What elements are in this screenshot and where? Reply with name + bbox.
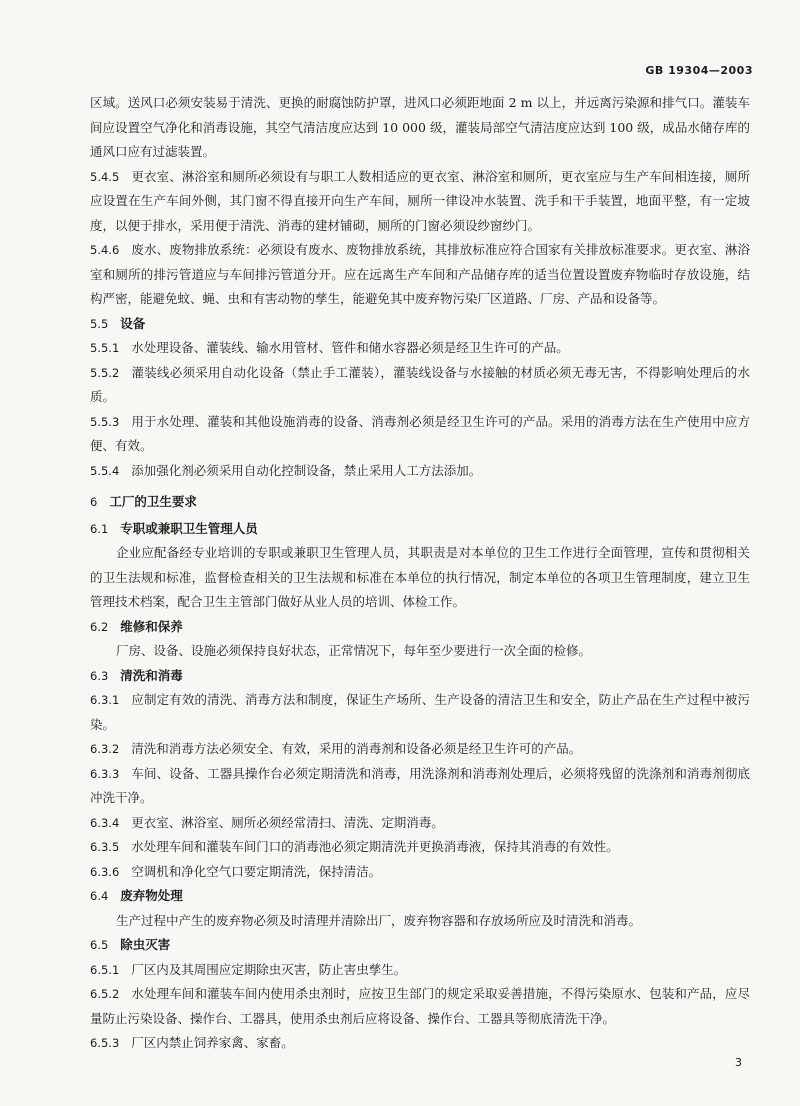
section-heading <box>90 884 750 909</box>
clause <box>90 835 750 860</box>
clause-number: 5.4.5 <box>90 169 120 184</box>
clause-text: 水处理设备、灌装线、输水用管材、管件和储水容器必须是经卫生许可的产品。 <box>131 340 569 355</box>
chapter-heading <box>90 490 750 515</box>
clause-text: 水处理车间和灌装车间内使用杀虫剂时，应按卫生部门的规定采取妥善措施，不得污染原水、包装和产品，应尽量防止污染设备、操作台、工器具，使用杀虫剂后应将设备、操作台、工器具等彻底清洗干净。 <box>90 986 750 1026</box>
heading-number: 6.5 <box>90 938 109 952</box>
clause-text: 用于水处理、灌装和其他设施消毒的设备、消毒剂必须是经卫生许可的产品。采用的消毒方法在生产使用中应方便、有效。 <box>90 413 750 453</box>
section-heading <box>90 517 750 542</box>
clause-number: 5.4.6 <box>90 243 120 257</box>
clause <box>90 336 750 361</box>
page-number: 3 <box>735 1056 742 1069</box>
paragraph: 区域。送风口必须安装易于清洗、更换的耐腐蚀防护罩，进风口必须距地面 2 m 以上，并远离污染源和排气口。灌装车间应设置空气净化和消毒设施，其空气清洁度应达到 10 000 级，灌装局部空气清洁度应达到 100 级，成品水储存库的通风口应有过滤装置。 <box>90 95 750 159</box>
clause <box>90 737 750 762</box>
clause-text: 更衣室、淋浴室和厕所必须设有与职工人数相适应的更衣室、淋浴室和厕所，更衣室应与生产车间相连接，厕所应设置在生产车间外侧，其门窗不得直接开向生产车间，厕所一律设冲水装置、洗手和干手装置，地面平整，有一定坡度，以便于排水，采用便于清洗、消毒的建材铺砌，厕所的门窗必须设纱窗纱门。 <box>90 168 750 233</box>
clause-text: 厂区内禁止饲养家禽、家畜。 <box>131 1035 294 1050</box>
clause <box>90 459 750 484</box>
heading-text: 维修和保养 <box>120 618 183 634</box>
paragraph: 生产过程中产生的废弃物必须及时清理并清除出厂，废弃物容器和存放场所应及时清洗和消毒。 <box>116 912 642 928</box>
clause <box>90 1031 750 1056</box>
heading-text: 除虫灭害 <box>120 937 171 952</box>
clause-number: 6.3.6 <box>90 864 120 879</box>
heading-number: 6 <box>90 495 98 509</box>
clause-number: 5.5.1 <box>90 341 120 355</box>
clause-text: 更衣室、淋浴室、厕所必须经常清扫、清洗、定期消毒。 <box>131 814 444 830</box>
clause-text: 清洗和消毒方法必须安全、有效，采用的消毒剂和设备必须是经卫生许可的产品。 <box>131 741 582 756</box>
section-heading <box>90 312 750 337</box>
paragraph: 厂房、设备、设施必须保持良好状态，正常情况下，每年至少要进行一次全面的检修。 <box>116 643 592 658</box>
heading-text: 废弃物处理 <box>120 888 183 903</box>
clause-number: 5.5.3 <box>90 414 120 429</box>
heading-text: 设备 <box>120 315 146 331</box>
clause-number: 6.3.1 <box>90 693 120 707</box>
clause <box>90 165 750 239</box>
heading-number: 5.5 <box>90 316 109 331</box>
clause-text: 废水、废物排放系统：必须设有废水、废物排放系统，其排放标准应符合国家有关排放标准要求。更衣室、淋浴室和厕所的排污管道应与车间排污管道分开。应在远离生产车间和产品储存库的适当位置设置废弃物临时存放设施，结构严密，能避免蚊、蝇、虫和有害动物的孳生，能避免其中废弃物污染厂区道路、厂房、产品和设备等。 <box>90 242 750 306</box>
clause-number: 6.3.5 <box>90 840 120 854</box>
clause-number: 6.3.2 <box>90 742 120 756</box>
heading-number: 6.4 <box>90 889 109 903</box>
clause-text: 车间、设备、工器具操作台必须定期清洗和消毒，用洗涤剂和消毒剂处理后，必须将残留的洗涤剂和消毒剂彻底冲洗干净。 <box>90 765 750 805</box>
heading-text: 工厂的卫生要求 <box>109 494 197 509</box>
clause-number: 6.3.4 <box>90 815 120 830</box>
clause-text: 灌装线必须采用自动化设备（禁止手工灌装），灌装线设备与水接触的材质必须无毒无害，不得影响处理后的水质。 <box>90 364 750 404</box>
standard-code: GB 19304—2003 <box>645 64 753 77</box>
clause <box>90 238 750 312</box>
clause <box>90 762 750 811</box>
section-heading <box>90 664 750 689</box>
clause-number: 6.3.3 <box>90 766 120 781</box>
clause-text: 添加强化剂必须采用自动化控制设备，禁止采用人工方法添加。 <box>131 462 482 478</box>
clause-text: 水处理车间和灌装车间门口的消毒池必须定期清洗并更换消毒液，保持其消毒的有效性。 <box>131 839 619 854</box>
clause-number: 6.5.1 <box>90 962 120 977</box>
heading-number: 6.2 <box>90 619 109 634</box>
heading-text: 清洗和消毒 <box>120 667 183 683</box>
clause-text: 应制定有效的清洗、消毒方法和制度，保证生产场所、生产设备的清洁卫生和安全，防止产品在生产过程中被污染。 <box>90 692 750 732</box>
clause <box>90 361 750 410</box>
clause-number: 6.5.3 <box>90 1036 120 1050</box>
clause <box>90 811 750 836</box>
clause-number: 5.5.2 <box>90 365 120 380</box>
heading-number: 6.3 <box>90 668 109 683</box>
clause-number: 5.5.4 <box>90 463 120 478</box>
clause <box>90 958 750 983</box>
clause <box>90 860 750 885</box>
section-heading <box>90 615 750 640</box>
clause-text: 厂区内及其周围应定期除虫灭害，防止害虫孳生。 <box>131 961 407 977</box>
clause-number: 6.5.2 <box>90 987 120 1001</box>
clause <box>90 410 750 459</box>
clause-text: 空调机和净化空气口要定期清洗，保持清洁。 <box>131 863 382 879</box>
paragraph: 企业应配备经专业培训的专职或兼职卫生管理人员，其职责是对本单位的卫生工作进行全面管理，宣传和贯彻相关的卫生法规和标准，监督检查相关的卫生法规和标准在本单位的执行情况，制定本单位的各项卫生管理制度，建立卫生管理技术档案，配合卫生主管部门做好从业人员的培训、体检工作。 <box>90 545 750 609</box>
section-heading <box>90 933 750 958</box>
heading-text: 专职或兼职卫生管理人员 <box>120 520 258 536</box>
clause <box>90 982 750 1031</box>
clause <box>90 688 750 737</box>
document-body <box>90 91 750 1056</box>
heading-number: 6.1 <box>90 521 109 536</box>
